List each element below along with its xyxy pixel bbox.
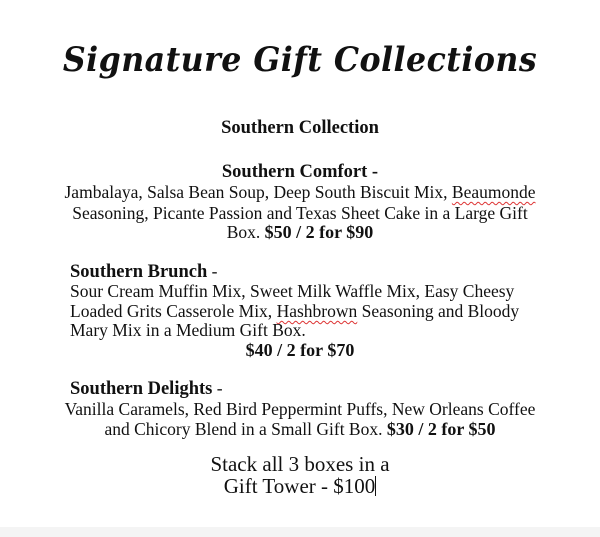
collection-heading: Southern Collection: [221, 118, 379, 138]
comfort-desc-line3: [0, 222, 600, 242]
delights-heading: [70, 378, 223, 399]
tower-line2: [0, 474, 600, 498]
brunch-desc-line1: Sour Cream Muffin Mix, Sweet Milk Waffle Mix, Easy Cheesy: [70, 281, 515, 301]
comfort-heading: Southern Comfort -: [221, 162, 379, 182]
tower-line1: Stack all 3 boxes in a: [210, 452, 390, 476]
dash: -: [212, 378, 223, 398]
dash: -: [207, 261, 218, 281]
comfort-text: Jambalaya, Salsa Bean Soup, Deep South Biscuit Mix,: [64, 182, 452, 202]
delights-name: Southern Delights: [70, 379, 213, 399]
delights-price: $30 / 2 for $50: [386, 419, 496, 439]
delights-desc-line2: [0, 419, 600, 439]
brunch-desc-line3: Mary Mix in a Medium Gift Box.: [70, 320, 306, 340]
comfort-desc-line2: Seasoning, Picante Passion and Texas Sheet Cake in a Large Gift: [72, 203, 528, 223]
brunch-text: Loaded Grits Casserole Mix,: [70, 301, 277, 321]
tower-text: Gift Tower - $100: [223, 474, 376, 498]
misspelled-word: Hashbrown: [276, 301, 358, 321]
comfort-text: Box.: [226, 222, 265, 242]
brunch-heading: [70, 261, 217, 282]
misspelled-word: Beaumonde: [451, 182, 536, 202]
page-title: Signature Gift Collections: [62, 40, 538, 80]
comfort-price: $50 / 2 for $90: [264, 222, 374, 242]
delights-desc-line1: Vanilla Caramels, Red Bird Peppermint Puffs, New Orleans Coffee: [64, 399, 536, 419]
comfort-desc-line1: [0, 182, 600, 202]
page-bottom-edge: [0, 527, 600, 537]
brunch-price: $40 / 2 for $70: [245, 340, 355, 360]
delights-text: and Chicory Blend in a Small Gift Box.: [104, 419, 387, 439]
brunch-desc-line2: [70, 301, 519, 321]
text-cursor: [375, 476, 376, 496]
brunch-name: Southern Brunch: [70, 262, 208, 282]
brunch-text: Seasoning and Bloody: [357, 301, 520, 321]
